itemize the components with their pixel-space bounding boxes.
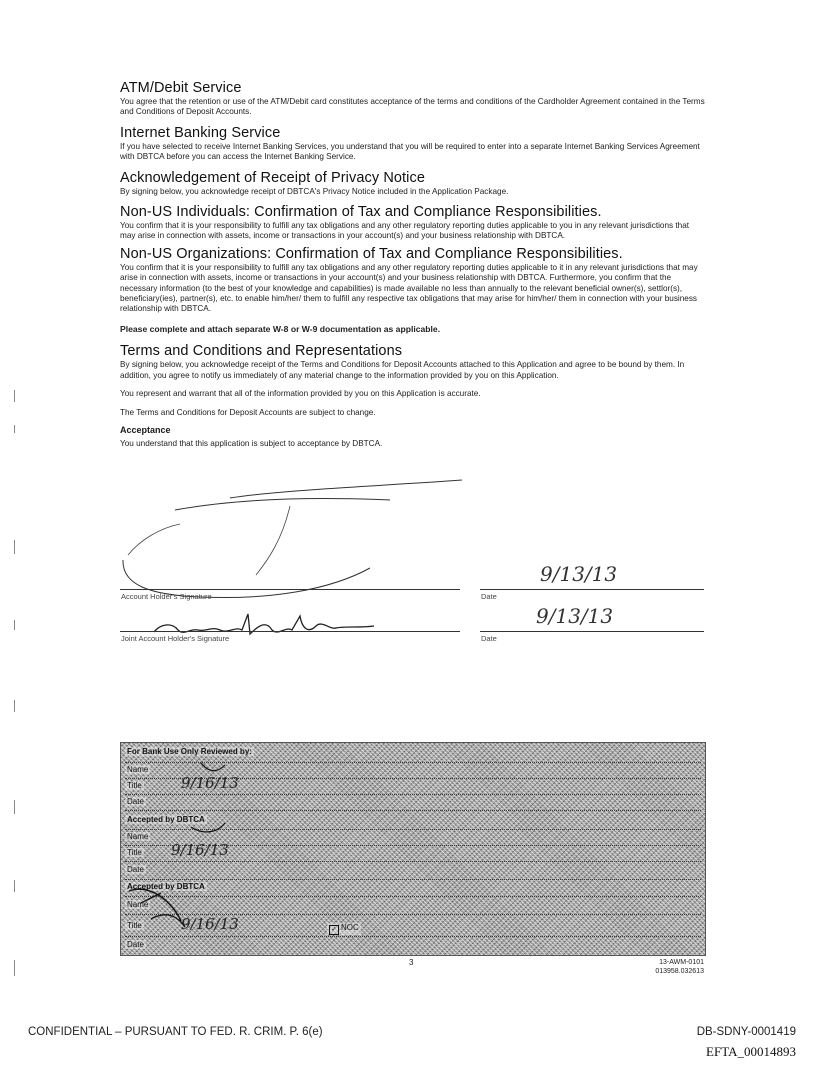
accepted-date-label: Date — [127, 865, 144, 874]
confidential-footer: CONFIDENTIAL – PURSUANT TO FED. R. CRIM. P. 6(e) — [28, 1026, 323, 1038]
section-heading: Non-US Individuals: Confirmation of Tax and Compliance Responsibilities. — [120, 204, 602, 221]
accepted-name-label: Name — [127, 832, 149, 841]
joint-date-line — [480, 631, 704, 632]
acceptance-heading: Acceptance — [120, 424, 171, 435]
section-body: By signing below, you acknowledge receipt of the Terms and Conditions for Deposit Accounts attached to this Application and agree to be bound by them. In addition, you agree to notify us immediately of any material change to the information provided by you on this Application. — [120, 360, 685, 380]
document-code-line-2: 013958.032613 — [655, 968, 704, 975]
reviewed-title-label: Title — [127, 781, 142, 790]
section-body: You confirm that it is your responsibility to fulfill any tax obligations and any other regulatory reporting duties applicable to you in any relevant jurisdictions that may arise in connection with assets, income or transactions in your account(s) and your business relationship with DBTCA. — [120, 221, 690, 241]
joint-signature-line — [120, 631, 460, 632]
section-body: If you have selected to receive Internet Banking Services, you understand that you will be required to enter into a separate Internet Banking Services Agreement with DBTCA before you can access the Internet Banking Service. — [120, 141, 700, 162]
represent-warrant-text: You represent and warrant that all of the information provided by you on this Application is accurate. — [120, 389, 481, 399]
accepted-date-handwritten-2: 9/16/13 — [181, 915, 239, 933]
document-code-line-1: 13-AWM-0101 — [659, 959, 704, 966]
holder-signature-line — [120, 589, 460, 590]
accepted-date-label-2: Date — [127, 940, 144, 949]
document-code — [655, 958, 704, 976]
accepted-by-label: Accepted by DBTCA — [127, 815, 205, 824]
joint-date-handwritten: 9/13/13 — [536, 604, 614, 628]
section-heading: Acknowledgement of Receipt of Privacy Notice — [120, 169, 426, 186]
bates-number: DB-SDNY-0001419 — [696, 1026, 796, 1038]
holder-date-line — [480, 589, 704, 590]
reviewed-date-label: Date — [127, 797, 144, 806]
reviewed-name-label: Name — [127, 765, 149, 774]
section-body: You agree that the retention or use of the ATM/Debit card constitutes acceptance of the terms and conditions of the Cardholder Agreement contained in the Terms and Conditions of Deposit Accounts. — [120, 97, 705, 117]
accepted-by-label-2: Accepted by DBTCA — [127, 882, 205, 891]
section-heading: Internet Banking Service — [120, 124, 281, 141]
joint-date-label: Date — [481, 634, 497, 643]
efta-number: EFTA_00014893 — [706, 1044, 796, 1059]
section-heading: Terms and Conditions and Representations — [120, 343, 403, 360]
holder-date-label: Date — [481, 592, 497, 601]
noc-label: NOC — [341, 923, 359, 932]
accepted-name-label-2: Name — [127, 900, 149, 909]
subject-to-change-text: The Terms and Conditions for Deposit Accounts are subject to change. — [120, 407, 376, 417]
page-number: 3 — [409, 958, 414, 967]
joint-signature-label: Joint Account Holder's Signature — [121, 634, 230, 643]
accepted-title-label-2: Title — [127, 921, 142, 930]
section-body: By signing below, you acknowledge receipt of DBTCA's Privacy Notice included in the Application Package. — [120, 186, 509, 196]
accepted-date-handwritten: 9/16/13 — [171, 841, 229, 859]
section-heading: ATM/Debit Service — [120, 80, 242, 96]
acceptance-body: You understand that this application is subject to acceptance by DBTCA. — [120, 438, 383, 448]
section-body: You confirm that it is your responsibility to fulfill any tax obligations and any other regulatory reporting duties applicable to it in any relevant jurisdictions that may arise in connection with assets, income or transactions in your account(s) and your business relationship with DBTCA. Furthermore, you confirm that the necessary information (to the best of your knowledge and capabilities) is made available no less than annually to the relevant beneficial owner(s), settlor(s), beneficiary(ies), partner(s), etc. to enable him/her/ them to fulfill any respective tax obligations that may arise for him/her/ them in connection with your business relationship with DBTCA. — [120, 262, 698, 314]
reviewed-date-handwritten: 9/16/13 — [181, 774, 239, 792]
checkmark-icon: ✓ — [329, 925, 339, 935]
section-heading: Non-US Organizations: Confirmation of Tax and Compliance Responsibilities. — [120, 245, 623, 262]
bank-use-only-box — [120, 742, 706, 956]
handwritten-initials-mark — [121, 743, 705, 955]
holder-date-handwritten: 9/13/13 — [540, 562, 618, 586]
holder-signature-label: Account Holder's Signature — [121, 592, 212, 601]
accepted-title-label: Title — [127, 848, 142, 857]
w8-w9-notice: Please complete and attach separate W-8 or W-9 documentation as applicable. — [120, 323, 441, 334]
bank-use-title: For Bank Use Only Reviewed by: — [127, 747, 252, 756]
